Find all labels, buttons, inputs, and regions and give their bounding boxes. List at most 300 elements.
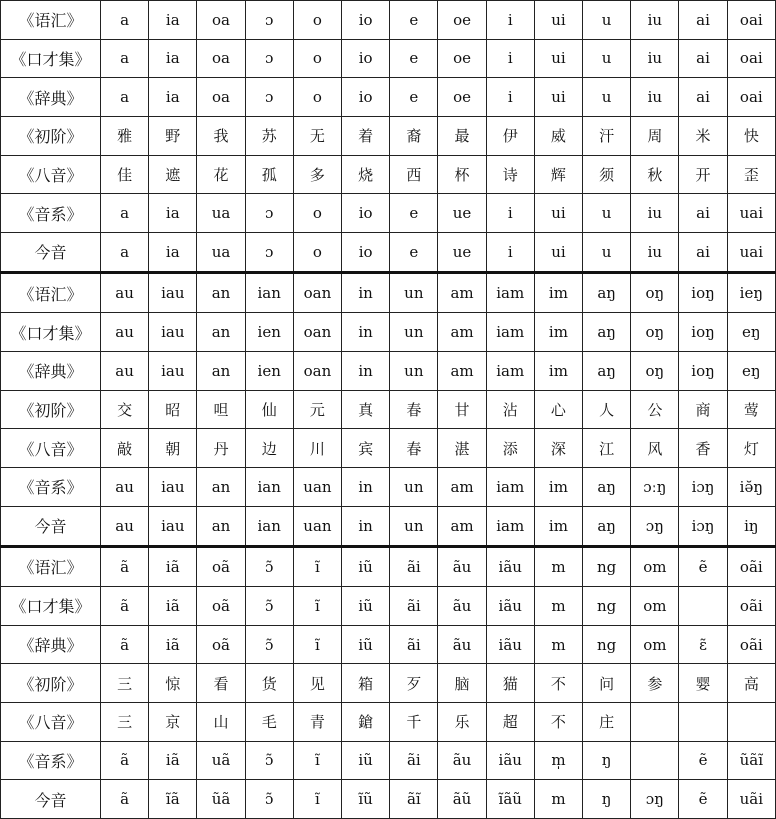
table-cell: 雅 bbox=[101, 116, 149, 155]
table-cell: ɔ bbox=[245, 232, 293, 272]
table-body bbox=[1, 1, 776, 819]
table-cell: 敲 bbox=[101, 429, 149, 468]
table-cell: uã bbox=[197, 741, 245, 780]
table-cell: iũ bbox=[342, 546, 390, 586]
table-cell: a bbox=[101, 194, 149, 233]
row-label: 《初阶》 bbox=[1, 390, 101, 429]
table-cell: in bbox=[342, 506, 390, 546]
table-cell: o bbox=[293, 39, 341, 78]
table-cell: iã bbox=[149, 587, 197, 626]
table-cell: 秋 bbox=[631, 155, 679, 194]
row-label: 今音 bbox=[1, 232, 101, 272]
table-row bbox=[1, 351, 776, 390]
table-cell: in bbox=[342, 351, 390, 390]
table-cell: i bbox=[486, 194, 534, 233]
table-cell: oãi bbox=[727, 546, 775, 586]
table-cell: io bbox=[342, 1, 390, 40]
table-cell: iau bbox=[149, 313, 197, 352]
table-cell: oan bbox=[293, 351, 341, 390]
table-cell: 高 bbox=[727, 664, 775, 703]
table-cell: ɔŋ bbox=[631, 506, 679, 546]
table-cell: an bbox=[197, 506, 245, 546]
table-cell: io bbox=[342, 232, 390, 272]
table-cell: ãu bbox=[438, 741, 486, 780]
table-cell: 深 bbox=[534, 429, 582, 468]
table-cell: e bbox=[390, 39, 438, 78]
row-label: 今音 bbox=[1, 780, 101, 819]
table-cell: a bbox=[101, 78, 149, 117]
table-cell: e bbox=[390, 194, 438, 233]
table-cell: 灯 bbox=[727, 429, 775, 468]
table-cell: 猫 bbox=[486, 664, 534, 703]
table-cell: ãi bbox=[390, 625, 438, 664]
table-cell: ĩãũ bbox=[486, 780, 534, 819]
table-cell: 交 bbox=[101, 390, 149, 429]
table-cell bbox=[679, 587, 727, 626]
table-cell: oai bbox=[727, 78, 775, 117]
table-cell: un bbox=[390, 351, 438, 390]
table-cell: 朝 bbox=[149, 429, 197, 468]
table-cell: ui bbox=[534, 39, 582, 78]
table-cell: 歪 bbox=[727, 155, 775, 194]
table-cell: iau bbox=[149, 467, 197, 506]
table-cell: oa bbox=[197, 1, 245, 40]
table-cell: 烧 bbox=[342, 155, 390, 194]
table-cell: 商 bbox=[679, 390, 727, 429]
table-cell: 诗 bbox=[486, 155, 534, 194]
row-label: 《音系》 bbox=[1, 467, 101, 506]
table-cell: oã bbox=[197, 625, 245, 664]
row-label: 《音系》 bbox=[1, 741, 101, 780]
table-cell: iau bbox=[149, 273, 197, 313]
table-cell: iɔŋ bbox=[679, 506, 727, 546]
table-cell: ĩ bbox=[293, 546, 341, 586]
table-cell: an bbox=[197, 313, 245, 352]
table-cell: 问 bbox=[583, 664, 631, 703]
table-cell: oe bbox=[438, 39, 486, 78]
table-cell: a bbox=[101, 232, 149, 272]
table-cell: 多 bbox=[293, 155, 341, 194]
table-cell: 野 bbox=[149, 116, 197, 155]
table-cell: au bbox=[101, 506, 149, 546]
table-cell: m bbox=[534, 587, 582, 626]
table-cell: 不 bbox=[534, 702, 582, 741]
table-cell: an bbox=[197, 273, 245, 313]
table-cell: iu bbox=[631, 194, 679, 233]
row-label: 《口才集》 bbox=[1, 39, 101, 78]
table-cell: ã bbox=[101, 625, 149, 664]
table-cell: 川 bbox=[293, 429, 341, 468]
table-cell: e bbox=[390, 1, 438, 40]
table-cell: ɔ̃ bbox=[245, 546, 293, 586]
table-cell: 杯 bbox=[438, 155, 486, 194]
table-cell: 边 bbox=[245, 429, 293, 468]
table-cell: io bbox=[342, 39, 390, 78]
table-cell: iãu bbox=[486, 625, 534, 664]
table-cell: 苏 bbox=[245, 116, 293, 155]
table-row bbox=[1, 194, 776, 233]
table-cell: 孤 bbox=[245, 155, 293, 194]
table-cell: 须 bbox=[583, 155, 631, 194]
table-cell: 汗 bbox=[583, 116, 631, 155]
table-cell: eŋ bbox=[727, 313, 775, 352]
table-cell: ioŋ bbox=[679, 313, 727, 352]
table-cell: iɔŋ bbox=[679, 467, 727, 506]
table-cell: 三 bbox=[101, 664, 149, 703]
table-cell: oe bbox=[438, 1, 486, 40]
table-cell: 着 bbox=[342, 116, 390, 155]
table-cell: ia bbox=[149, 1, 197, 40]
table-cell: aŋ bbox=[583, 467, 631, 506]
table-cell: 周 bbox=[631, 116, 679, 155]
table-cell: 呾 bbox=[197, 390, 245, 429]
table-cell: ãũ bbox=[438, 780, 486, 819]
table-cell: ng bbox=[583, 587, 631, 626]
table-cell: ĩ bbox=[293, 587, 341, 626]
table-cell: uai bbox=[727, 232, 775, 272]
table-cell: iam bbox=[486, 273, 534, 313]
table-cell: oa bbox=[197, 78, 245, 117]
row-label: 《辞典》 bbox=[1, 351, 101, 390]
table-cell: au bbox=[101, 313, 149, 352]
table-cell: ia bbox=[149, 194, 197, 233]
table-row bbox=[1, 780, 776, 819]
table-row bbox=[1, 390, 776, 429]
table-cell: ai bbox=[679, 194, 727, 233]
table-cell: oã bbox=[197, 546, 245, 586]
table-cell: im bbox=[534, 273, 582, 313]
table-row bbox=[1, 39, 776, 78]
table-cell: iũ bbox=[342, 741, 390, 780]
table-cell: 惊 bbox=[149, 664, 197, 703]
table-cell: i bbox=[486, 1, 534, 40]
table-cell: ĩũ bbox=[342, 780, 390, 819]
table-cell: ui bbox=[534, 1, 582, 40]
table-cell: 莺 bbox=[727, 390, 775, 429]
table-cell: oŋ bbox=[631, 273, 679, 313]
table-cell: 毛 bbox=[245, 702, 293, 741]
table-cell: 心 bbox=[534, 390, 582, 429]
table-cell: 丹 bbox=[197, 429, 245, 468]
table-cell: ue bbox=[438, 232, 486, 272]
table-cell: 参 bbox=[631, 664, 679, 703]
table-cell bbox=[631, 702, 679, 741]
table-cell: 鎗 bbox=[342, 702, 390, 741]
table-cell: u bbox=[583, 1, 631, 40]
table-cell: 最 bbox=[438, 116, 486, 155]
table-cell: 超 bbox=[486, 702, 534, 741]
table-cell: a bbox=[101, 39, 149, 78]
table-cell: oe bbox=[438, 78, 486, 117]
table-row bbox=[1, 429, 776, 468]
table-cell: oãi bbox=[727, 587, 775, 626]
table-cell: ieŋ bbox=[727, 273, 775, 313]
table-cell: ia bbox=[149, 78, 197, 117]
table-cell: ui bbox=[534, 194, 582, 233]
table-cell: oŋ bbox=[631, 313, 679, 352]
row-label: 《辞典》 bbox=[1, 625, 101, 664]
table-cell: iam bbox=[486, 467, 534, 506]
table-cell: ẽ bbox=[679, 741, 727, 780]
table-cell: oãi bbox=[727, 625, 775, 664]
table-cell: iũ bbox=[342, 625, 390, 664]
table-cell: ɔŋ bbox=[631, 780, 679, 819]
table-row bbox=[1, 155, 776, 194]
table-cell: ã bbox=[101, 587, 149, 626]
table-cell: un bbox=[390, 506, 438, 546]
table-cell: ĩ bbox=[293, 741, 341, 780]
row-label: 《音系》 bbox=[1, 194, 101, 233]
table-cell: ĩ bbox=[293, 780, 341, 819]
table-cell: ai bbox=[679, 232, 727, 272]
table-cell: uan bbox=[293, 506, 341, 546]
table-cell: iu bbox=[631, 232, 679, 272]
table-cell: ɔːŋ bbox=[631, 467, 679, 506]
table-cell: oan bbox=[293, 313, 341, 352]
table-cell: ai bbox=[679, 1, 727, 40]
table-row bbox=[1, 702, 776, 741]
table-cell: iə̆ŋ bbox=[727, 467, 775, 506]
table-cell: ã bbox=[101, 780, 149, 819]
table-cell: 春 bbox=[390, 390, 438, 429]
table-cell: ã bbox=[101, 546, 149, 586]
row-label: 《初阶》 bbox=[1, 116, 101, 155]
table-cell: iũ bbox=[342, 587, 390, 626]
table-cell: o bbox=[293, 194, 341, 233]
table-cell: 真 bbox=[342, 390, 390, 429]
table-cell bbox=[727, 702, 775, 741]
table-cell: oã bbox=[197, 587, 245, 626]
row-label: 《八音》 bbox=[1, 155, 101, 194]
table-cell: 辉 bbox=[534, 155, 582, 194]
table-cell: 遮 bbox=[149, 155, 197, 194]
table-cell: an bbox=[197, 467, 245, 506]
table-cell: ŋ bbox=[583, 780, 631, 819]
table-cell: ɛ̃ bbox=[679, 625, 727, 664]
table-cell: o bbox=[293, 232, 341, 272]
table-cell: am bbox=[438, 506, 486, 546]
table-cell: 山 bbox=[197, 702, 245, 741]
table-cell: in bbox=[342, 467, 390, 506]
table-row bbox=[1, 78, 776, 117]
table-cell: ĩ bbox=[293, 625, 341, 664]
table-cell: un bbox=[390, 273, 438, 313]
table-cell: 三 bbox=[101, 702, 149, 741]
table-cell: ũã bbox=[197, 780, 245, 819]
table-cell: ɔ̃ bbox=[245, 780, 293, 819]
table-cell: 无 bbox=[293, 116, 341, 155]
table-cell: am bbox=[438, 467, 486, 506]
table-cell: ia bbox=[149, 39, 197, 78]
table-cell: ãi bbox=[390, 741, 438, 780]
table-cell: ŋ bbox=[583, 741, 631, 780]
row-label: 《初阶》 bbox=[1, 664, 101, 703]
table-cell: ẽ bbox=[679, 780, 727, 819]
table-cell: 快 bbox=[727, 116, 775, 155]
table-cell: 仙 bbox=[245, 390, 293, 429]
table-cell: 货 bbox=[245, 664, 293, 703]
table-cell: 花 bbox=[197, 155, 245, 194]
table-cell: aŋ bbox=[583, 313, 631, 352]
table-cell: 沾 bbox=[486, 390, 534, 429]
table-cell: oai bbox=[727, 39, 775, 78]
table-cell: io bbox=[342, 194, 390, 233]
table-cell: 千 bbox=[390, 702, 438, 741]
table-cell: 甘 bbox=[438, 390, 486, 429]
table-cell: u bbox=[583, 78, 631, 117]
row-label: 《口才集》 bbox=[1, 313, 101, 352]
table-cell: ai bbox=[679, 39, 727, 78]
table-cell: 脑 bbox=[438, 664, 486, 703]
table-cell: ua bbox=[197, 232, 245, 272]
table-cell: ãi bbox=[390, 587, 438, 626]
table-cell: un bbox=[390, 467, 438, 506]
table-cell: am bbox=[438, 273, 486, 313]
table-cell: ioŋ bbox=[679, 351, 727, 390]
table-row bbox=[1, 625, 776, 664]
table-cell: 威 bbox=[534, 116, 582, 155]
table-cell: au bbox=[101, 467, 149, 506]
row-label: 《八音》 bbox=[1, 429, 101, 468]
table-row bbox=[1, 232, 776, 272]
table-cell: u bbox=[583, 39, 631, 78]
table-cell: m bbox=[534, 780, 582, 819]
table-row bbox=[1, 313, 776, 352]
table-cell: 我 bbox=[197, 116, 245, 155]
table-cell: 伊 bbox=[486, 116, 534, 155]
table-cell: au bbox=[101, 273, 149, 313]
table-cell: ien bbox=[245, 351, 293, 390]
table-cell: eŋ bbox=[727, 351, 775, 390]
table-row bbox=[1, 741, 776, 780]
table-cell: i bbox=[486, 39, 534, 78]
table-cell: un bbox=[390, 313, 438, 352]
table-cell: iam bbox=[486, 313, 534, 352]
table-cell: ɔ bbox=[245, 78, 293, 117]
table-row bbox=[1, 273, 776, 313]
table-cell: m bbox=[534, 625, 582, 664]
table-cell: iam bbox=[486, 506, 534, 546]
table-cell: 箱 bbox=[342, 664, 390, 703]
table-cell: ãu bbox=[438, 587, 486, 626]
table-cell: 昭 bbox=[149, 390, 197, 429]
table-cell: uan bbox=[293, 467, 341, 506]
table-cell: m bbox=[534, 546, 582, 586]
table-cell: 米 bbox=[679, 116, 727, 155]
table-cell: iau bbox=[149, 351, 197, 390]
table-cell: aŋ bbox=[583, 273, 631, 313]
table-cell: an bbox=[197, 351, 245, 390]
table-cell: am bbox=[438, 351, 486, 390]
table-cell: i bbox=[486, 78, 534, 117]
table-cell: 青 bbox=[293, 702, 341, 741]
table-cell: m̩ bbox=[534, 741, 582, 780]
table-cell: ã bbox=[101, 741, 149, 780]
table-cell: ẽ bbox=[679, 546, 727, 586]
table-cell: om bbox=[631, 625, 679, 664]
table-cell: a bbox=[101, 1, 149, 40]
table-cell: in bbox=[342, 273, 390, 313]
table-row bbox=[1, 506, 776, 546]
table-cell bbox=[679, 702, 727, 741]
table-cell: io bbox=[342, 78, 390, 117]
table-row bbox=[1, 467, 776, 506]
table-cell: am bbox=[438, 313, 486, 352]
table-row bbox=[1, 587, 776, 626]
table-cell: ue bbox=[438, 194, 486, 233]
table-cell: om bbox=[631, 546, 679, 586]
table-cell: 湛 bbox=[438, 429, 486, 468]
table-cell: 风 bbox=[631, 429, 679, 468]
table-cell: iau bbox=[149, 506, 197, 546]
table-cell: ũãĩ bbox=[727, 741, 775, 780]
row-label: 《八音》 bbox=[1, 702, 101, 741]
table-cell: 歹 bbox=[390, 664, 438, 703]
row-label: 《辞典》 bbox=[1, 78, 101, 117]
table-cell: 见 bbox=[293, 664, 341, 703]
table-cell: ɔ̃ bbox=[245, 587, 293, 626]
table-cell: 庄 bbox=[583, 702, 631, 741]
row-label: 今音 bbox=[1, 506, 101, 546]
table-cell: 裔 bbox=[390, 116, 438, 155]
table-cell: aŋ bbox=[583, 351, 631, 390]
row-label: 《语汇》 bbox=[1, 1, 101, 40]
table-cell: 婴 bbox=[679, 664, 727, 703]
table-cell: oŋ bbox=[631, 351, 679, 390]
table-cell: ng bbox=[583, 546, 631, 586]
table-cell: ɔ bbox=[245, 39, 293, 78]
table-cell: 公 bbox=[631, 390, 679, 429]
table-cell: 春 bbox=[390, 429, 438, 468]
table-cell: iãu bbox=[486, 741, 534, 780]
table-cell: im bbox=[534, 351, 582, 390]
table-cell: ian bbox=[245, 467, 293, 506]
table-cell: im bbox=[534, 313, 582, 352]
table-cell: ua bbox=[197, 194, 245, 233]
table-cell: 香 bbox=[679, 429, 727, 468]
table-cell: ian bbox=[245, 273, 293, 313]
row-label: 《口才集》 bbox=[1, 587, 101, 626]
table-cell: 江 bbox=[583, 429, 631, 468]
table-cell: ɔ̃ bbox=[245, 625, 293, 664]
table-cell: iu bbox=[631, 1, 679, 40]
table-cell: iã bbox=[149, 546, 197, 586]
table-cell: im bbox=[534, 506, 582, 546]
table-cell: 西 bbox=[390, 155, 438, 194]
table-cell: e bbox=[390, 232, 438, 272]
table-cell: 看 bbox=[197, 664, 245, 703]
table-cell: 人 bbox=[583, 390, 631, 429]
table-cell: in bbox=[342, 313, 390, 352]
table-cell: iã bbox=[149, 625, 197, 664]
table-cell: iu bbox=[631, 78, 679, 117]
table-cell: iãu bbox=[486, 546, 534, 586]
table-cell: ãu bbox=[438, 625, 486, 664]
table-cell: ãi bbox=[390, 546, 438, 586]
table-cell: 开 bbox=[679, 155, 727, 194]
row-label: 《语汇》 bbox=[1, 273, 101, 313]
table-row bbox=[1, 116, 776, 155]
table-cell: e bbox=[390, 78, 438, 117]
table-row bbox=[1, 1, 776, 40]
table-cell: iu bbox=[631, 39, 679, 78]
table-cell: oai bbox=[727, 1, 775, 40]
table-cell: ng bbox=[583, 625, 631, 664]
table-cell: oa bbox=[197, 39, 245, 78]
table-cell: 元 bbox=[293, 390, 341, 429]
table-cell: im bbox=[534, 467, 582, 506]
table-cell: ãĩ bbox=[390, 780, 438, 819]
